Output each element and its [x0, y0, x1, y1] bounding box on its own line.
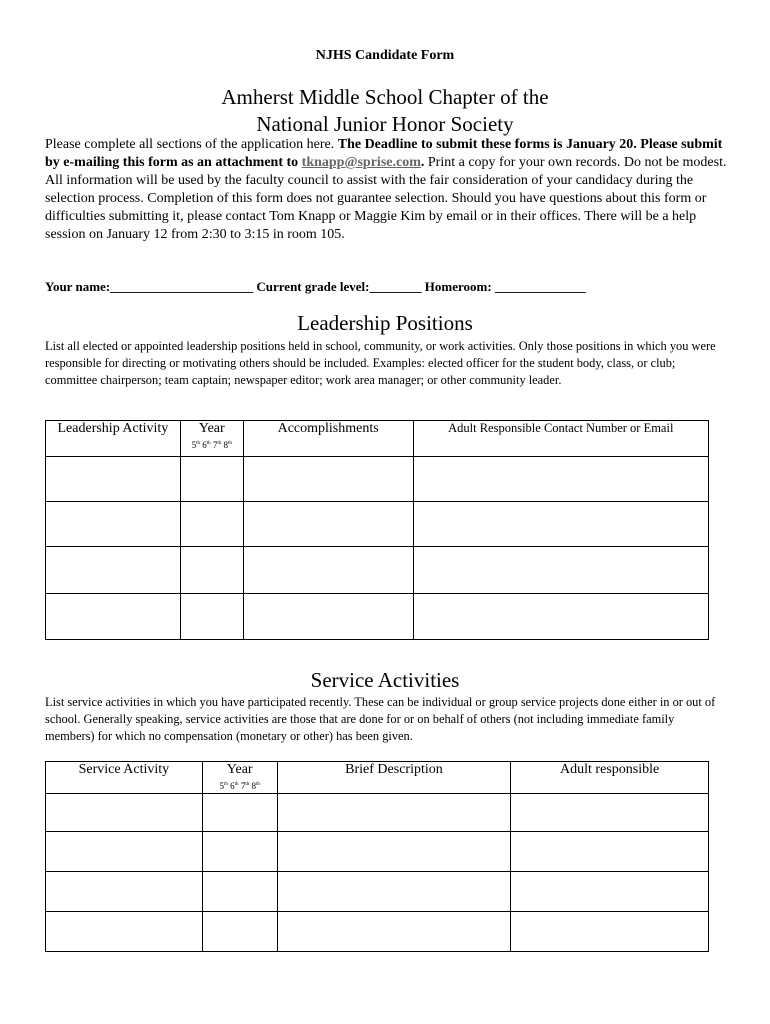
- table-cell[interactable]: [511, 794, 709, 832]
- table-cell[interactable]: [243, 547, 413, 594]
- table-cell[interactable]: [511, 872, 709, 912]
- deadline-text: The Deadline to submit these forms is January 20.: [337, 137, 637, 152]
- table-cell[interactable]: [202, 832, 277, 872]
- table-row: [46, 872, 709, 912]
- service-description: List service activities in which you have participated recently. These can be individual or group service projects done either in or out of school. Generally speaking, service activities are those that are done for or on behalf of others (not including immediate family members) for which no compensation (monetary or other) has been given.: [45, 695, 716, 743]
- table-row: [46, 594, 709, 640]
- service-table: [45, 761, 709, 952]
- email-link[interactable]: tknapp@sprise.com: [301, 155, 421, 170]
- leadership-year-label: Year: [198, 421, 225, 436]
- table-cell[interactable]: [413, 502, 708, 547]
- table-cell[interactable]: [46, 457, 181, 502]
- school-title: [0, 84, 770, 138]
- name-label: Your name:: [45, 279, 111, 294]
- service-heading: Service Activities: [310, 668, 460, 692]
- table-row: [46, 547, 709, 594]
- leadership-col-year: [180, 421, 243, 457]
- table-cell[interactable]: [511, 832, 709, 872]
- table-row: [46, 832, 709, 872]
- email-period: .: [420, 155, 425, 170]
- leadership-description: List all elected or appointed leadership positions held in school, community, or work activities. Only those positions in which you were responsible for directing or motivating others should be included. Examples: elected officer for the student body, class, or club; committee chairperson; team captain; newspaper editor; work area manager; or other community leader.: [45, 339, 716, 387]
- table-row: [46, 502, 709, 547]
- table-cell[interactable]: [243, 502, 413, 547]
- table-cell[interactable]: [243, 457, 413, 502]
- candidate-fields: [45, 279, 735, 295]
- intro-text: Please complete all sections of the application here.: [45, 137, 338, 152]
- leadership-header-row: [46, 421, 709, 457]
- service-col-activity: Service Activity: [46, 762, 203, 794]
- table-cell[interactable]: [202, 872, 277, 912]
- leadership-table: [45, 420, 709, 640]
- table-cell[interactable]: [202, 912, 277, 952]
- leadership-col-activity: Leadership Activity: [46, 421, 181, 457]
- table-cell[interactable]: [277, 794, 511, 832]
- table-cell[interactable]: [180, 594, 243, 640]
- grade-field[interactable]: ________: [369, 279, 422, 294]
- table-cell[interactable]: [46, 872, 203, 912]
- name-field[interactable]: ______________________: [110, 279, 254, 294]
- homeroom-field[interactable]: ______________: [494, 279, 586, 294]
- homeroom-label: Homeroom:: [421, 279, 495, 294]
- table-cell[interactable]: [46, 832, 203, 872]
- table-cell[interactable]: [277, 912, 511, 952]
- table-row: [46, 912, 709, 952]
- table-cell[interactable]: [46, 594, 181, 640]
- intro-rest: Print a copy for your own records. Do not be modest. All information will be used by the faculty council to assist with the fair consideration of your candidacy during the selection process. Completion of this form does not guarantee selection. Should you have questions about this form or difficulties submitting it, please contact Tom Knapp or Maggie Kim by email or in their offices. There will be a help session on January 12 from 2:30 to 3:15 in room 105.: [45, 155, 727, 242]
- table-row: [46, 457, 709, 502]
- leadership-col-adult-contact: Adult Responsible Contact Number or Email: [413, 421, 708, 457]
- table-cell[interactable]: [413, 547, 708, 594]
- service-col-adult: Adult responsible: [511, 762, 709, 794]
- service-col-description: Brief Description: [277, 762, 511, 794]
- submit-instruction: Please submit by e-mailing this form as an attachment to: [45, 137, 723, 170]
- table-row: [46, 794, 709, 832]
- table-cell[interactable]: [413, 594, 708, 640]
- leadership-col-accomplishments: Accomplishments: [243, 421, 413, 457]
- grade-years: 5th 6th 7th 8th: [191, 440, 232, 450]
- grade-label: Current grade level:: [253, 279, 370, 294]
- table-cell[interactable]: [180, 547, 243, 594]
- leadership-heading: Leadership Positions: [297, 311, 473, 335]
- table-cell[interactable]: [277, 872, 511, 912]
- table-cell[interactable]: [46, 547, 181, 594]
- service-col-year: [202, 762, 277, 794]
- intro-paragraph: [45, 136, 730, 244]
- table-cell[interactable]: [243, 594, 413, 640]
- table-cell[interactable]: [46, 502, 181, 547]
- form-title: NJHS Candidate Form: [315, 48, 455, 63]
- table-cell[interactable]: [46, 912, 203, 952]
- table-cell[interactable]: [180, 457, 243, 502]
- school-title-line2: National Junior Honor Society: [256, 112, 514, 136]
- table-cell[interactable]: [511, 912, 709, 952]
- table-cell[interactable]: [180, 502, 243, 547]
- school-title-line1: Amherst Middle School Chapter of the: [221, 85, 549, 109]
- table-cell[interactable]: [202, 794, 277, 832]
- service-year-label: Year: [226, 762, 253, 777]
- grade-years: 5th 6th 7th 8th: [219, 781, 260, 791]
- table-cell[interactable]: [277, 832, 511, 872]
- table-cell[interactable]: [46, 794, 203, 832]
- service-header-row: [46, 762, 709, 794]
- table-cell[interactable]: [413, 457, 708, 502]
